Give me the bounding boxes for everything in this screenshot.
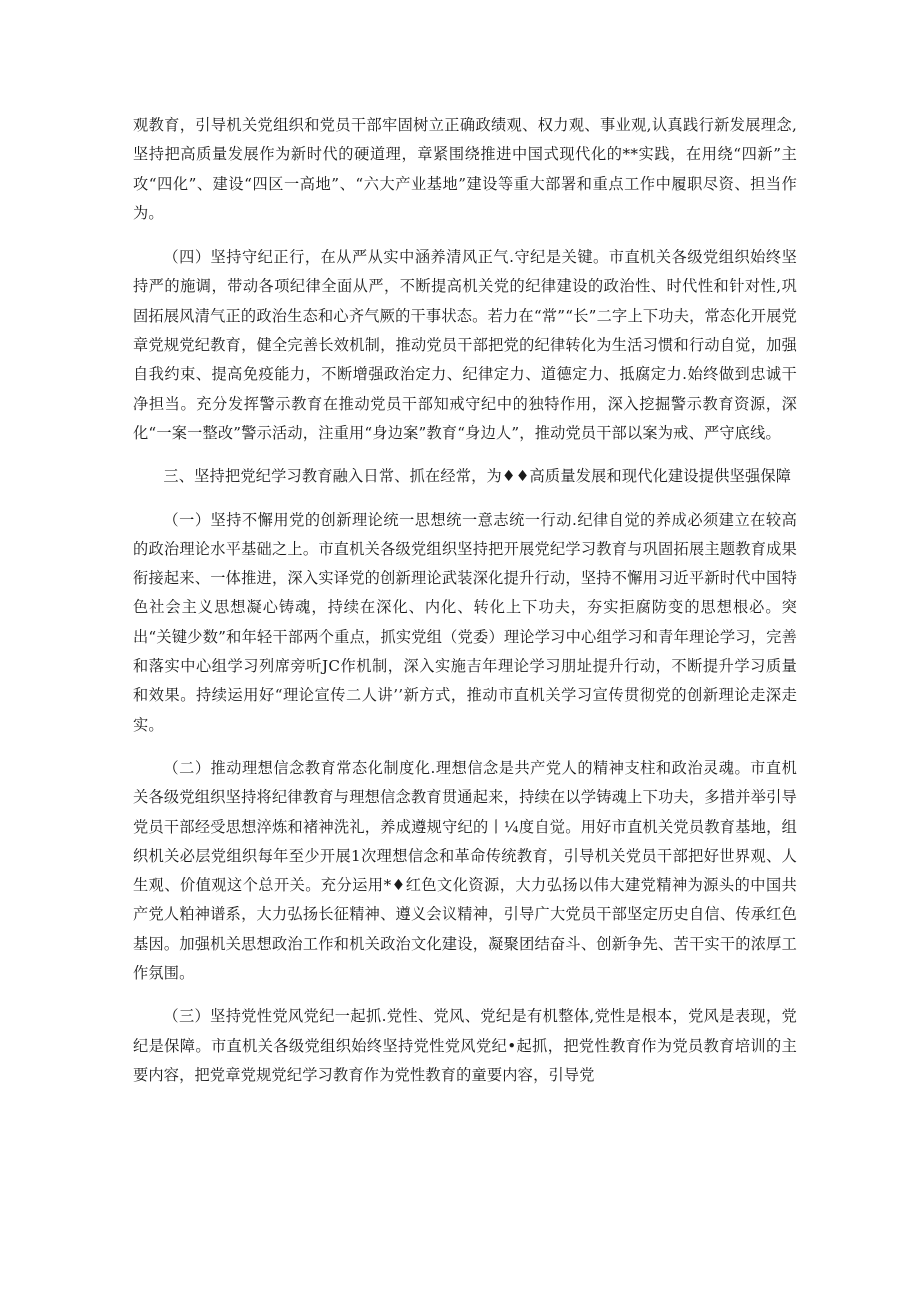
paragraph-section-4: （四）坚持守纪正行，在从严从实中涵养清风正气.守纪是关键。市直机关各级党组织始终坚持严的施调，带动各项纪律全面从严，不断提高机关党的纪律建设的政治性、时代性和针对性,巩固拓展风清气正的政治生态和心齐气厥的干事状态。若力在“常”“长”二字上下功夫，常态化开展党章党规党纪教育，健全完善长效机制，推动党员干部把党的纪律转化为生活习惯和行动自觉，加强自我约束、提高免疫能力，不断增强政治定力、纪律定力、道德定力、抵腐定力.始终做到忠诚干净担当。充分发挥警示教育在推动党员干部知戒守纪中的独特作用，深入挖掘警示教育资源，深化“一案一整改”警示活动，注重用“身边案”教育“身边人”，推动党员干部以案为戒、严守底线。 [133,248,797,442]
paragraph-item-2: （二）推动理想信念教育常态化制度化.理想信念是共产党人的精神支柱和政治灵魂。市直机关各级党组织坚持将纪律教育与理想信念教育贯通起来，持续在以学铸魂上下功夫，多措并举引导党员干部经受思想淬炼和褚神洗礼，养成遵规守纪的丨¼度自觉。用好市直机关党员教育基地，组织机关必层党组织每年至少开展1次理想信念和革命传统教育，引导机关党员干部把好世界观、人生观、价值观这个总开关。充分运用*♦红色文化资源，大力弘扬以伟大建党精神为源头的中国共产党人粕神谱系，大力弘扬长征精神、遵义会议精神，引导广大党员干部坚定历史自信、传承红色基因。加强机关思想政治工作和机关政治文化建设，凝聚团结奋斗、创新争先、苦干实干的浓厚工作氛围。 [133,758,797,983]
document-page [133,111,797,1090]
heading-part-3: 三、坚持把党纪学习教育融入日常、抓在经常，为♦♦高质量发展和现代化建设提供坚强保障 [163,467,792,486]
paragraph-item-3: （三）坚持党性党风党纪一起抓.党性、党风、党纪是有机整体,党性是根本，党风是表现，党纪是保障。市直机关各级党组织始终坚持党性党风党纪•起抓，把党性教育作为党员教育培训的主要内容，把党章党规党纪学习教育作为党性教育的童要内容，引导党 [133,1007,797,1084]
paragraph-continuation: 观教育，引导机关党组织和党员干部牢固树立正确政绩观、权力观、事业观,认真践行新发展理念,坚持把高质量发展作为新时代的硬道理，章紧围绕推进中国式现代化的**实践，在用绕“四新”主攻“四化”、建设“四区一高地”、“六大产业基地”建设等重大部署和重点工作中履职尽资、担当作为。 [133,116,797,222]
paragraph-item-1: （一）坚持不懈用党的创新理论统一思想统一意志统一行动.纪律自觉的养成必须建立在较高的政治理论水平基础之上。市直机关各级党组织坚持把开展党纪学习教育与巩固拓展主题教育成果衔接起来、一体推进，深入实译党的创新理论武装深化提升行动，坚持不懈用习近平新时代中国特色社会主义思想凝心铸魂，持续在深化、内化、转化上下功夫，夯实拒腐防变的思想根必。突出“关键少数”和年轻干部两个重点，抓实党组（党委）理论学习中心组学习和青年理论学习，完善和落实中心组学习列席旁听JC作机制，深入实施吉年理论学习朋址提升行动，不断提升学习质量和效果。持续运用好“理论宣传二人讲’’新方式，推动市直机关学习宣传贯彻党的创新理论走深走实。 [133,510,797,734]
